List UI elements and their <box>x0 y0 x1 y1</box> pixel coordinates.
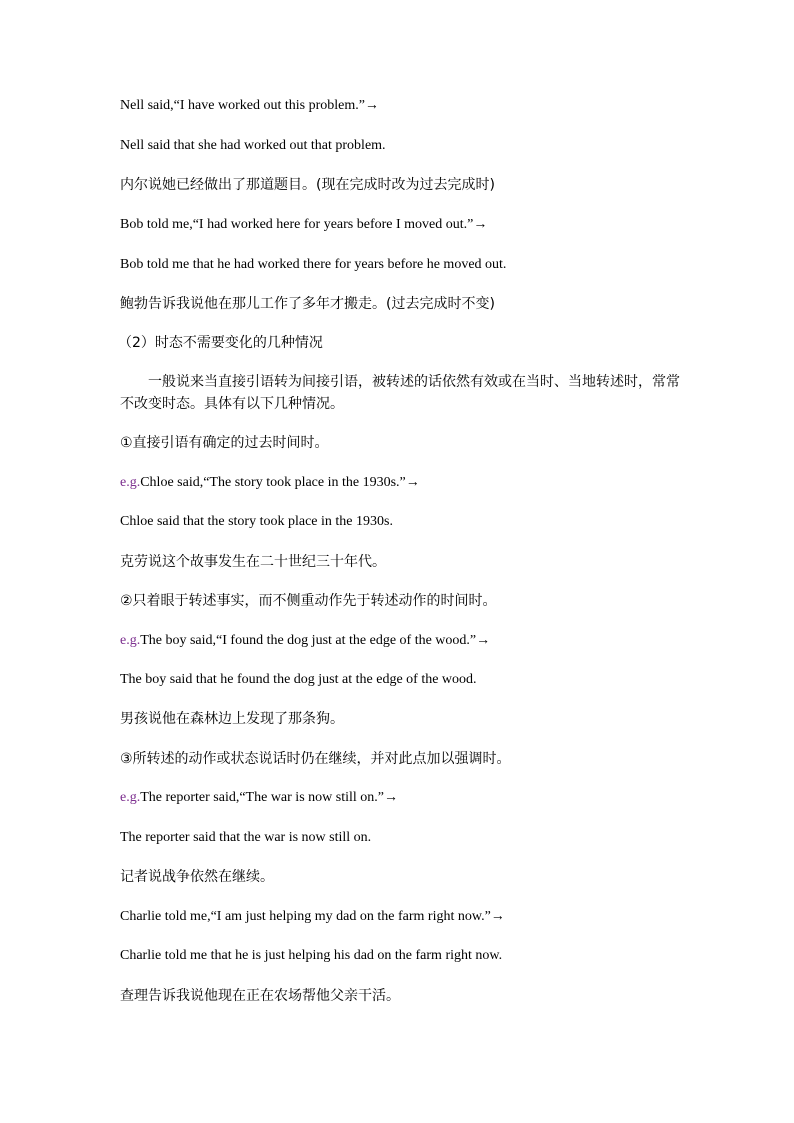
example-nell-translation: 内尔说她已经做出了那道题目。(现在完成时改为过去完成时) <box>120 177 495 193</box>
case-1-heading: ①直接引语有确定的过去时间时。 <box>120 435 329 451</box>
example-nell-direct: Nell said,“I have worked out this problem.”→ <box>120 98 379 113</box>
example-charlie-translation: 查理告诉我说他现在正在农场帮他父亲干活。 <box>120 988 400 1004</box>
example-boy-indirect: The boy said that he found the dog just at the edge of the wood. <box>120 672 477 687</box>
example-boy-translation: 男孩说他在森林边上发现了那条狗。 <box>120 711 344 727</box>
intro-paragraph: 一般说来当直接引语转为间接引语，被转述的话依然有效或在当时、当地转述时，常常不改变时态。具体有以下几种情况。 <box>120 374 680 412</box>
case-3-heading: ③所转述的动作或状态说话时仍在继续，并对此点加以强调时。 <box>120 751 511 767</box>
example-boy-direct <box>120 632 490 650</box>
example-reporter-indirect: The reporter said that the war is now still on. <box>120 830 372 845</box>
eg-marker: e.g. <box>120 790 141 805</box>
example-chloe-direct-text: Chloe said,“The story took place in the 1930s.”→ <box>140 475 420 490</box>
example-bob-translation: 鲍勃告诉我说他在那儿工作了多年才搬走。(过去完成时不变) <box>120 296 495 312</box>
section-heading: （2）时态不需要变化的几种情况 <box>118 335 323 351</box>
example-charlie-indirect: Charlie told me that he is just helping his dad on the farm right now. <box>120 948 503 963</box>
example-chloe-translation: 克劳说这个故事发生在二十世纪三十年代。 <box>120 554 386 570</box>
case-2-heading: ②只着眼于转述事实，而不侧重动作先于转述动作的时间时。 <box>120 593 497 609</box>
eg-marker: e.g. <box>120 475 141 490</box>
example-bob-indirect: Bob told me that he had worked there for years before he moved out. <box>120 257 507 272</box>
example-bob-direct: Bob told me,“I had worked here for years before I moved out.”→ <box>120 217 488 232</box>
example-reporter-direct-text: The reporter said,“The war is now still on.”→ <box>140 790 398 805</box>
example-charlie-direct: Charlie told me,“I am just helping my dad on the farm right now.”→ <box>120 909 505 924</box>
eg-marker: e.g. <box>120 633 141 648</box>
example-chloe-direct <box>120 474 420 492</box>
example-boy-direct-text: The boy said,“I found the dog just at the edge of the wood.”→ <box>140 633 491 648</box>
example-chloe-indirect: Chloe said that the story took place in the 1930s. <box>120 514 393 529</box>
example-reporter-translation: 记者说战争依然在继续。 <box>120 869 274 885</box>
example-nell-indirect: Nell said that she had worked out that problem. <box>120 138 386 153</box>
example-reporter-direct <box>120 789 398 807</box>
